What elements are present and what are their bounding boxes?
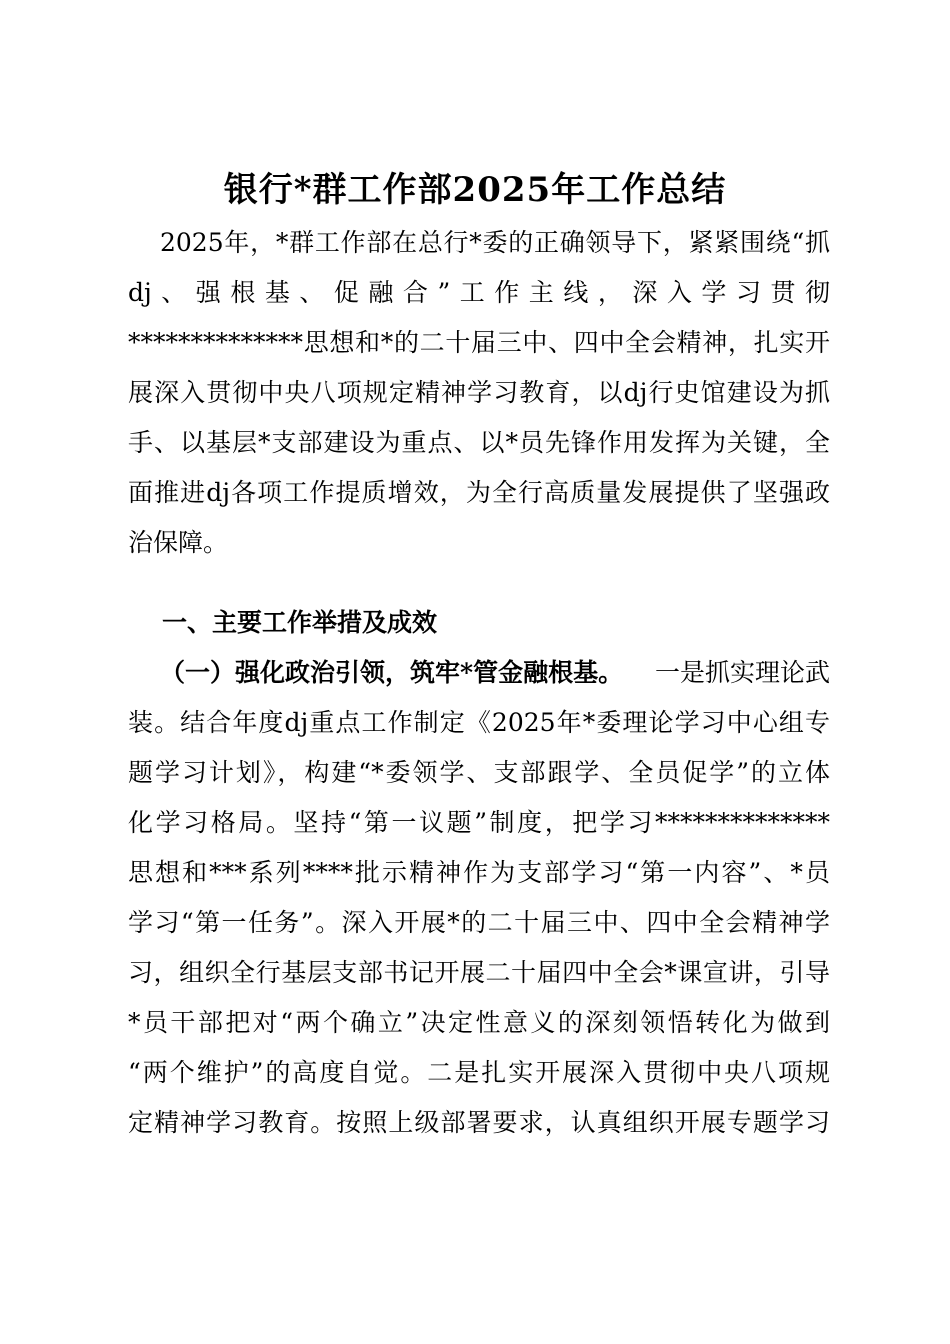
document-title: 银行*群工作部2025年工作总结	[223, 170, 727, 210]
section-heading: 一、主要工作举措及成效	[162, 608, 438, 637]
subsection-heading: （一）强化政治引领，筑牢*管金融根基。	[160, 658, 624, 687]
paragraph-line: 习，组织全行基层支部书记开展二十届四中全会*课宣讲，引导	[128, 958, 830, 987]
paragraph-line: 面推进dj各项工作提质增效，为全行高质量发展提供了坚强政	[128, 478, 830, 507]
paragraph-line: 2025年，*群工作部在总行*委的正确领导下，紧紧围绕“抓	[160, 228, 830, 257]
paragraph-line: 学习“第一任务”。深入开展*的二十届三中、四中全会精神学	[128, 908, 830, 937]
paragraph-line: 装。结合年度dj重点工作制定《2025年*委理论学习中心组专	[128, 708, 830, 737]
paragraph-line: 化学习格局。坚持“第一议题”制度，把学习**************	[128, 808, 830, 837]
paragraph-line: 题学习计划》，构建“*委领学、支部跟学、全员促学”的立体	[128, 758, 830, 787]
subsection-first-line-text: 一是抓实理论武	[654, 658, 830, 687]
paragraph-line: “两个维护”的高度自觉。二是扎实开展深入贯彻中央八项规	[128, 1058, 830, 1087]
paragraph-line: 定精神学习教育。按照上级部署要求，认真组织开展专题学习	[128, 1108, 830, 1137]
paragraph-line: 展深入贯彻中央八项规定精神学习教育，以dj行史馆建设为抓	[128, 378, 830, 407]
paragraph-line: 手、以基层*支部建设为重点、以*员先锋作用发挥为关键，全	[128, 428, 830, 457]
paragraph-line: **************思想和*的二十届三中、四中全会精神，扎实开	[128, 328, 830, 357]
paragraph-line: 治保障。	[128, 528, 229, 557]
paragraph-line: dj、强根基、促融合”工作主线，深入学习贯彻	[128, 278, 830, 307]
paragraph-line: *员干部把对“两个确立”决定性意义的深刻领悟转化为做到	[128, 1008, 830, 1037]
subsection-first-line	[160, 656, 830, 690]
paragraph-line: 思想和***系列****批示精神作为支部学习“第一内容”、*员	[128, 858, 830, 887]
